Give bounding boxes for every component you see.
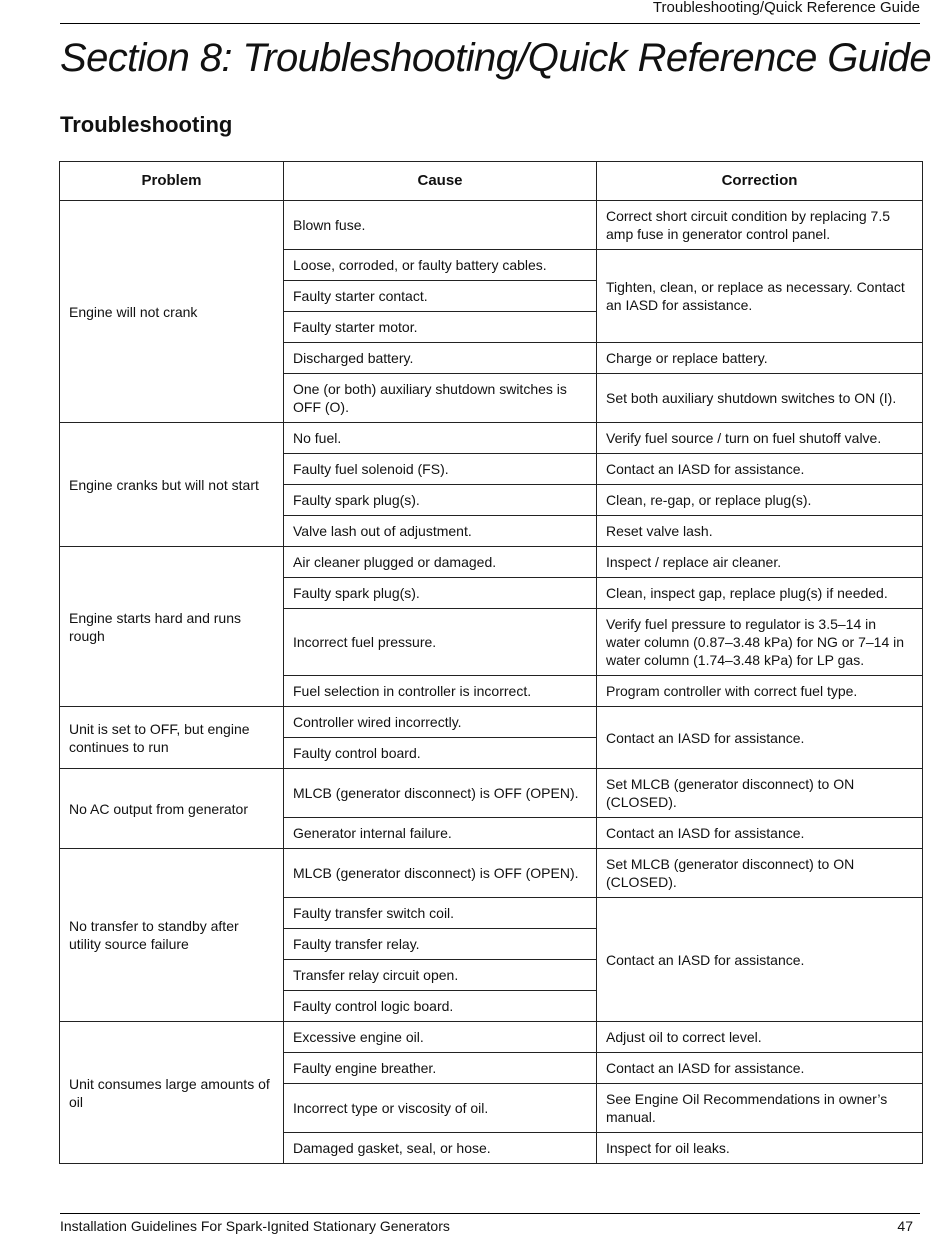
problem-cell: Engine will not crank [60, 201, 284, 423]
troubleshooting-table [59, 161, 923, 1164]
problem-cell: No AC output from generator [60, 769, 284, 849]
correction-cell: Adjust oil to correct level. [597, 1022, 923, 1053]
table-row [60, 423, 923, 454]
table-row [60, 849, 923, 898]
cause-cell: Faulty spark plug(s). [284, 485, 597, 516]
cause-cell: MLCB (generator disconnect) is OFF (OPEN). [284, 769, 597, 818]
table-row [60, 547, 923, 578]
correction-cell: Inspect / replace air cleaner. [597, 547, 923, 578]
correction-cell: Contact an IASD for assistance. [597, 818, 923, 849]
cause-cell: Faulty fuel solenoid (FS). [284, 454, 597, 485]
column-header-cause: Cause [284, 162, 597, 201]
cause-cell: Fuel selection in controller is incorrect. [284, 676, 597, 707]
problem-cell: Unit is set to OFF, but engine continues to run [60, 707, 284, 769]
cause-cell: Generator internal failure. [284, 818, 597, 849]
footer-document-title: Installation Guidelines For Spark-Ignited Stationary Generators [60, 1218, 450, 1234]
cause-cell: MLCB (generator disconnect) is OFF (OPEN). [284, 849, 597, 898]
correction-cell: Verify fuel source / turn on fuel shutoff valve. [597, 423, 923, 454]
running-header: Troubleshooting/Quick Reference Guide [60, 0, 920, 24]
page-number: 47 [897, 1218, 913, 1234]
cause-cell: Faulty control logic board. [284, 991, 597, 1022]
cause-cell: Incorrect fuel pressure. [284, 609, 597, 676]
correction-cell: Contact an IASD for assistance. [597, 707, 923, 769]
cause-cell: Discharged battery. [284, 343, 597, 374]
cause-cell: Incorrect type or viscosity of oil. [284, 1084, 597, 1133]
correction-cell: Set both auxiliary shutdown switches to ON (I). [597, 374, 923, 423]
problem-cell: Engine cranks but will not start [60, 423, 284, 547]
section-title: Section 8: Troubleshooting/Quick Reference Guide [60, 36, 931, 80]
correction-cell: Contact an IASD for assistance. [597, 1053, 923, 1084]
correction-cell: Tighten, clean, or replace as necessary. Contact an IASD for assistance. [597, 250, 923, 343]
cause-cell: Faulty starter motor. [284, 312, 597, 343]
correction-cell: Set MLCB (generator disconnect) to ON (CLOSED). [597, 849, 923, 898]
correction-cell: Contact an IASD for assistance. [597, 454, 923, 485]
table-row [60, 1022, 923, 1053]
correction-cell: Correct short circuit condition by replacing 7.5 amp fuse in generator control panel. [597, 201, 923, 250]
cause-cell: Faulty transfer relay. [284, 929, 597, 960]
cause-cell: No fuel. [284, 423, 597, 454]
cause-cell: Controller wired incorrectly. [284, 707, 597, 738]
cause-cell: Excessive engine oil. [284, 1022, 597, 1053]
correction-cell: See Engine Oil Recommendations in owner’s manual. [597, 1084, 923, 1133]
subsection-title: Troubleshooting [60, 112, 233, 137]
correction-cell: Inspect for oil leaks. [597, 1133, 923, 1164]
correction-cell: Set MLCB (generator disconnect) to ON (CLOSED). [597, 769, 923, 818]
table-row [60, 201, 923, 250]
problem-cell: No transfer to standby after utility source failure [60, 849, 284, 1022]
cause-cell: Blown fuse. [284, 201, 597, 250]
table-header-row [60, 162, 923, 201]
cause-cell: Faulty control board. [284, 738, 597, 769]
column-header-correction: Correction [597, 162, 923, 201]
table-row [60, 707, 923, 738]
correction-cell: Reset valve lash. [597, 516, 923, 547]
cause-cell: Faulty transfer switch coil. [284, 898, 597, 929]
correction-cell: Program controller with correct fuel type. [597, 676, 923, 707]
cause-cell: Faulty spark plug(s). [284, 578, 597, 609]
cause-cell: Loose, corroded, or faulty battery cables. [284, 250, 597, 281]
correction-cell: Contact an IASD for assistance. [597, 898, 923, 1022]
table-row [60, 769, 923, 818]
cause-cell: Damaged gasket, seal, or hose. [284, 1133, 597, 1164]
page-footer [60, 1213, 920, 1234]
cause-cell: Faulty engine breather. [284, 1053, 597, 1084]
correction-cell: Verify fuel pressure to regulator is 3.5–14 in water column (0.87–3.48 kPa) for NG or 7–14 in water column (1.74–3.48 kPa) for LP gas. [597, 609, 923, 676]
problem-cell: Unit consumes large amounts of oil [60, 1022, 284, 1164]
correction-cell: Charge or replace battery. [597, 343, 923, 374]
cause-cell: Transfer relay circuit open. [284, 960, 597, 991]
correction-cell: Clean, inspect gap, replace plug(s) if needed. [597, 578, 923, 609]
cause-cell: Valve lash out of adjustment. [284, 516, 597, 547]
cause-cell: Faulty starter contact. [284, 281, 597, 312]
cause-cell: Air cleaner plugged or damaged. [284, 547, 597, 578]
cause-cell: One (or both) auxiliary shutdown switches is OFF (O). [284, 374, 597, 423]
problem-cell: Engine starts hard and runs rough [60, 547, 284, 707]
correction-cell: Clean, re-gap, or replace plug(s). [597, 485, 923, 516]
column-header-problem: Problem [60, 162, 284, 201]
